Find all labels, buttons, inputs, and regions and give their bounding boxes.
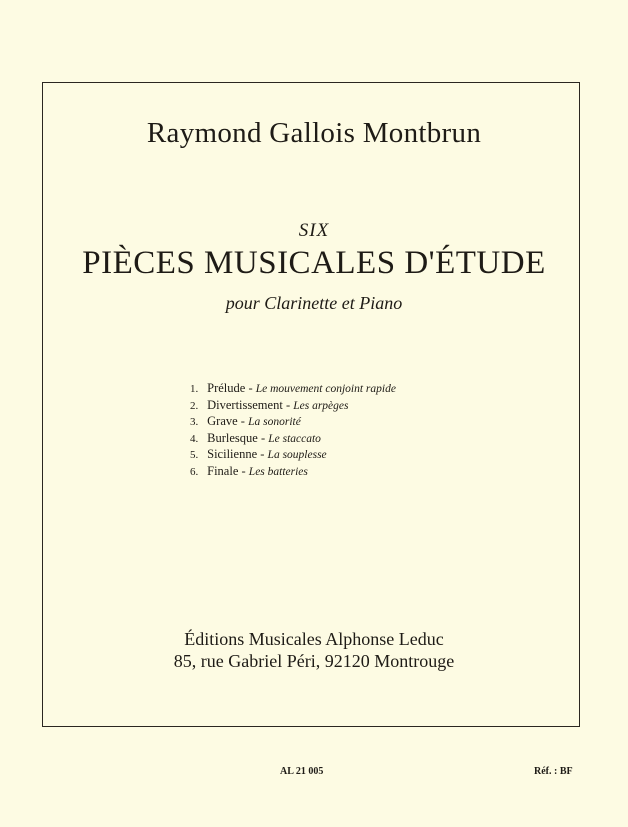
lesson-topic: Les batteries [248, 465, 308, 478]
separator: - [282, 397, 294, 412]
item-number: 5. [190, 449, 199, 461]
lesson-topic: La souplesse [267, 449, 327, 461]
lesson-topic: La sonorité [248, 416, 301, 428]
separator: - [257, 430, 269, 445]
reference-code: Réf. : BF [534, 766, 573, 777]
contents-item [190, 380, 396, 397]
contents-item [190, 413, 396, 430]
instrumentation-subtitle: pour Clarinette et Piano [225, 293, 403, 313]
lesson-topic: Les arpèges [293, 399, 349, 412]
separator: - [237, 414, 249, 428]
contents-item [190, 446, 396, 463]
work-title: PIÈCES MUSICALES D'ÉTUDE [82, 245, 546, 281]
piece-name: Sicilienne [207, 447, 258, 461]
item-number: 6. [190, 465, 199, 478]
item-number: 3. [190, 416, 199, 428]
contents-item [190, 430, 396, 447]
separator: - [257, 447, 268, 461]
publisher-name: Éditions Musicales Alphonse Leduc [184, 629, 444, 649]
item-number: 1. [190, 383, 199, 395]
publisher-address: 85, rue Gabriel Péri, 92120 Montrouge [173, 651, 455, 671]
piece-name: Burlesque [207, 430, 258, 445]
piece-name: Finale [207, 463, 239, 478]
piece-name: Prélude [207, 381, 246, 395]
lesson-topic: Le staccato [268, 432, 321, 445]
catalog-code: AL 21 005 [280, 766, 324, 777]
contents-list [190, 380, 396, 479]
publisher-block [0, 628, 628, 672]
piece-name: Grave [207, 414, 238, 428]
item-number: 4. [190, 432, 199, 445]
piece-name: Divertissement [207, 397, 283, 412]
piece-count: SIX [298, 220, 330, 241]
composer-name: Raymond Gallois Montbrun [146, 117, 482, 149]
contents-item [190, 463, 396, 480]
lesson-topic: Le mouvement conjoint rapide [255, 383, 396, 395]
separator: - [245, 381, 256, 395]
contents-item [190, 397, 396, 414]
item-number: 2. [190, 399, 199, 412]
separator: - [238, 463, 249, 478]
